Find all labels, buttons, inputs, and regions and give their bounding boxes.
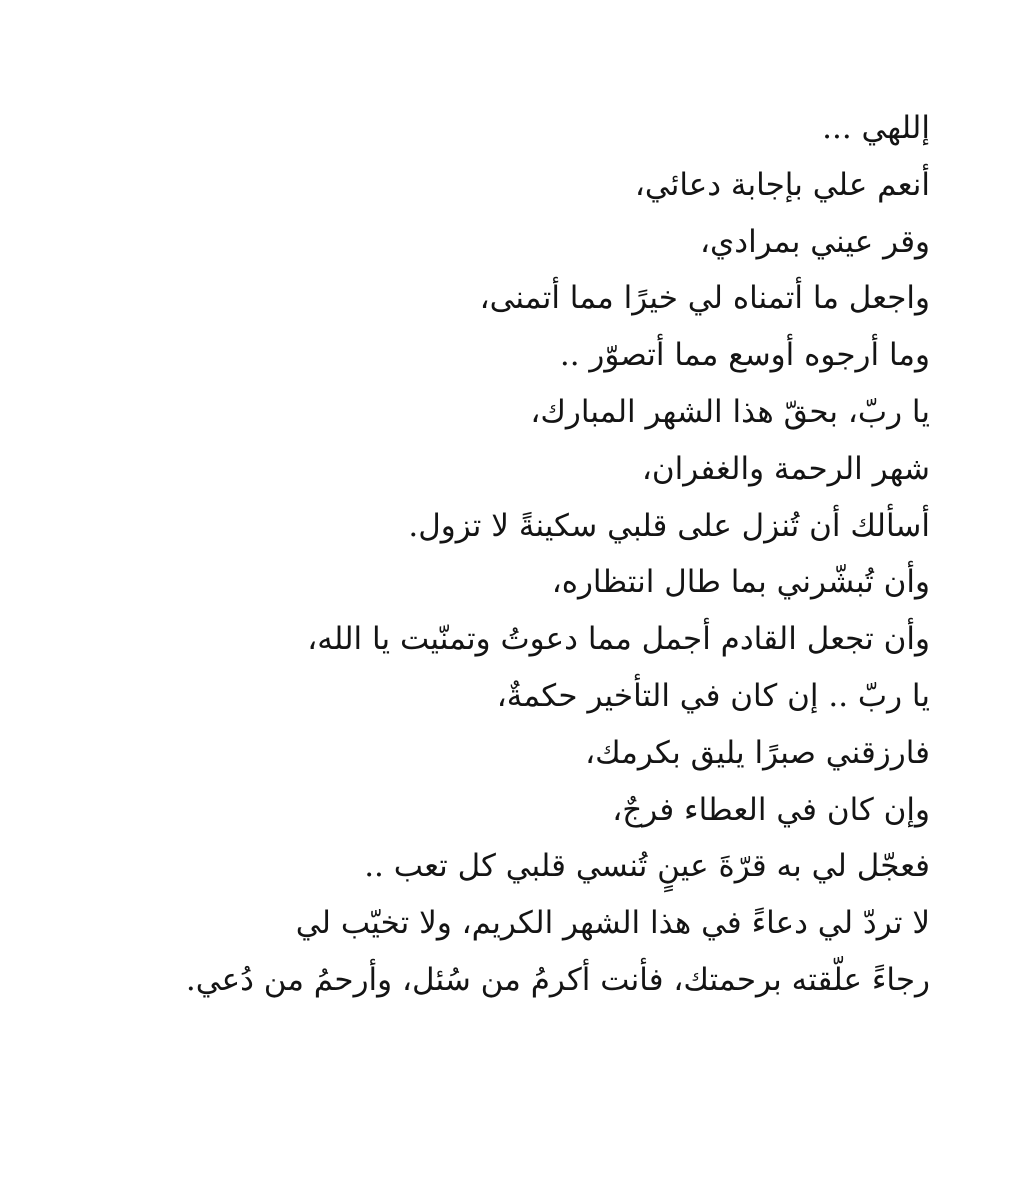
text-line: وما أرجوه أوسع مما أتصوّر .. — [559, 337, 930, 374]
text-line: يا ربّ، بحقّ هذا الشهر المبارك، — [530, 393, 930, 430]
text-line: وإن كان في العطاء فرجٌ، — [612, 791, 930, 828]
text-line: وقر عيني بمرادي، — [700, 223, 930, 260]
text-line: فعجّل لي به قرّةَ عينٍ تُنسي قلبي كل تعب .. — [364, 848, 930, 885]
text-line: أسألك أن تُنزل على قلبي سكينةً لا تزول. — [408, 507, 930, 544]
text-line: يا ربّ .. إن كان في التأخير حكمةٌ، — [496, 677, 930, 714]
text-line: فارزقني صبرًا يليق بكرمك، — [585, 734, 930, 771]
text-line: أنعم علي بإجابة دعائي، — [634, 166, 930, 203]
text-line: لا تردّ لي دعاءً في هذا الشهر الكريم، ولا تخيّب لي — [295, 905, 930, 942]
text-line: وأن تُبشّرني بما طال انتظاره، — [551, 564, 930, 601]
text-line: شهر الرحمة والغفران، — [641, 450, 930, 487]
text-line: واجعل ما أتمناه لي خيرًا مما أتمنى، — [479, 280, 930, 317]
text-line: وأن تجعل القادم أجمل مما دعوتُ وتمنّيت يا الله، — [307, 621, 930, 658]
prayer-text — [170, 100, 930, 1009]
text-line: رجاءً علّقته برحمتك، فأنت أكرمُ من سُئل، وأرحمُ من دُعي. — [185, 961, 930, 998]
text-line: إللهي ... — [822, 110, 930, 146]
